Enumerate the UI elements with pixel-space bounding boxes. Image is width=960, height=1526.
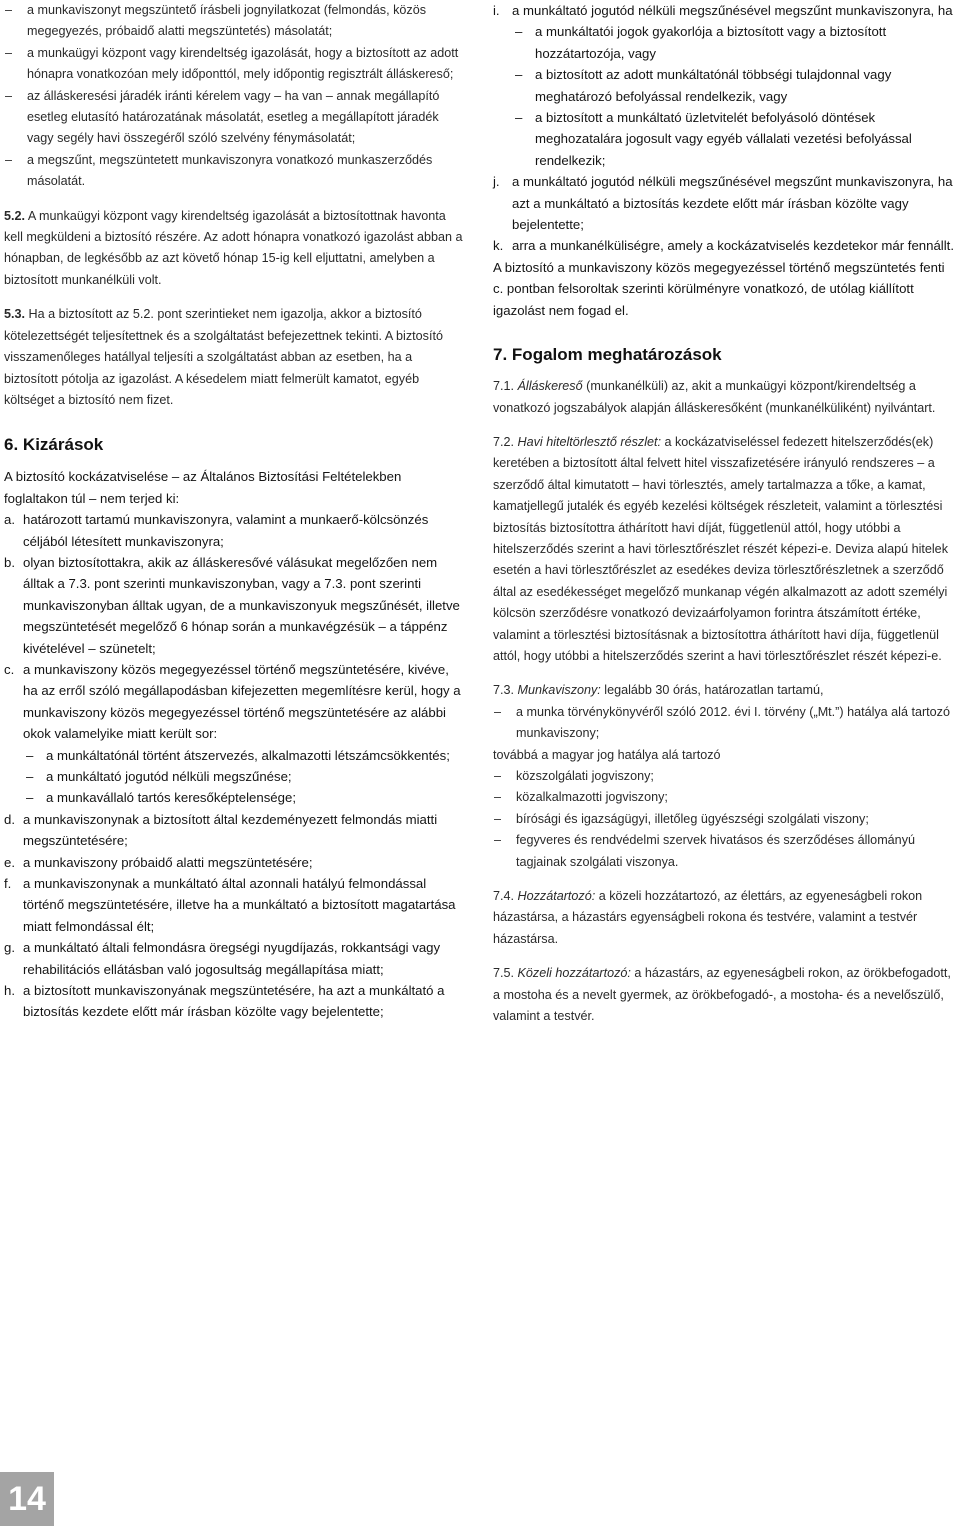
left-column [4,0,467,1023]
list-item: – fegyveres és rendvédelmi szervek hivatásos és szerződéses állományú tagjainak szolgálati viszonya. [493,830,956,873]
list-item [493,0,956,171]
sub-list-item: – a munkáltatói jogok gyakorlója a biztosított vagy a biztosított hozzátartozója, vagy [512,21,956,64]
sub-list [512,21,956,171]
paragraph-number: 7.1. [493,379,515,394]
defined-term: Munkaviszony: [517,683,601,698]
item-text: a munkáltató jogutód nélküli megszűnésével megszűnt munkaviszonyra, ha azt a munkáltató a biztosítás kezdete előtt már írásban közölte vagy bejelentette; [512,174,953,233]
page-number: 14 [0,1472,54,1526]
paragraph-number: 5.2. [4,208,26,223]
list-item [4,873,467,937]
item-marker: d. [4,811,15,827]
required-documents-list [4,0,467,193]
list-item [4,552,467,659]
item-text: a biztosított munkaviszonyának megszüntetésére, ha azt a munkáltató a biztosítás kezdete előtt már írásban közölte vagy bejelentette; [23,983,445,1020]
closing-paragraph: A biztosító a munkaviszony közös megegyezéssel történő megszüntetés fenti c. pontban felsoroltak szerinti körülményre vonatkozó, de utólag kiállított igazolást nem fogad el. [493,259,945,318]
defined-term: Havi hiteltörlesztő részlet: [517,434,661,449]
list-item: – közszolgálati jogviszony; [493,766,956,787]
item-marker: a. [4,512,15,528]
definition-text: a közeli hozzátartozó, az élettárs, az egyeneságbeli rokon házastársa, a házastárs egyenságbeli rokona és testvére, valamint a testvér házastársa. [493,889,923,946]
definition-7-5 [493,963,956,1027]
sub-list-item: – a munkáltató jogutód nélküli megszűnése; [23,766,467,787]
list-item [4,659,467,809]
definition-text: legalább 30 órás, határozatlan tartamú, [600,683,824,698]
item-marker: c. [4,661,15,677]
item-text: olyan biztosítottakra, akik az álláskeresővé válásukat megelőzően nem álltak a 7.3. pont szerinti munkaviszonyban, vagy a 7.3. pont szerinti munkaviszonyban álltak ugyan, de a munkaviszonyuk megszűnését, illetve megszüntetését megelőző 6 hónap során a munkavégzésük – a táppénz kivételével – szünetelt; [23,554,460,656]
sub-list-item: – a munkavállaló tartós keresőképtelensége; [23,787,467,808]
exclusions-list-continued [493,0,956,257]
paragraph-5-2 [4,206,467,292]
item-text: a munkaviszonynak a munkáltató által azonnali hatályú felmondással történő megszüntetésére, illetve ha a munkáltató a biztosított magatartása miatt felmondással élt; [23,876,456,934]
item-marker: e. [4,854,15,870]
list-item [4,509,467,552]
paragraph-text: Ha a biztosított az 5.2. pont szerintieket nem igazolja, akkor a biztosító kötelezettségét teljesítettnek és a szolgáltatást befejezettnek tekinti. A biztosító visszamenőleges hatállyal teljesíti a szolgáltatást abban az esetben, ha a biztosított pótolja az igazolást. A késedelem miatt felmerült kamatot, egyéb költséget a biztosító nem fizet. [4,307,443,407]
definition-text: (munkanélküli) az, akit a munkaügyi központ/kirendeltség a vonatkozó jogszabályok alapján álláskeresőként (munkanélküliként) nyilvántart. [493,379,936,415]
item-text: a munkaviszony próbaidő alatti megszüntetésére; [23,854,313,870]
definition-7-4 [493,886,956,950]
section-number: 6. [4,435,19,455]
list-item: – a munkaviszonyt megszüntető írásbeli jognyilatkozat (felmondás, közös megegyezés, próbaidő alatti megszüntetés) másolatát; [4,0,467,43]
list-item: – az álláskeresési járadék iránti kérelem vagy – ha van – annak megállapító esetleg elutasító határozatának másolatát, esetleg a megállapított járadék vagy segély havi összegéről szóló szelvény fénymásolatát; [4,86,467,150]
sub-list-item: – a munkáltatónál történt átszervezés, alkalmazotti létszámcsökkentés; [23,745,467,766]
paragraph-5-3 [4,304,467,411]
list-item [4,852,467,873]
list-item [4,980,467,1023]
list-item [4,937,467,980]
definition-7-1 [493,376,956,419]
section-7-heading [493,343,956,367]
defined-term: Közeli hozzátartozó: [517,966,631,981]
paragraph-number: 7.5. [493,966,515,981]
item-text: arra a munkanélküliségre, amely a kockázatviselés kezdetekor már fennállt. [512,238,954,254]
list-item: – bírósági és igazságügyi, illetőleg ügyészségi szolgálati viszony; [493,809,956,830]
legal-relationships-list [493,766,956,873]
sub-list-item: – a biztosított a munkáltató üzletvitelét befolyásoló döntések meghozatalára jogosult vagy egyéb vállalati vezetési befolyással rendelkezik; [512,107,956,171]
paragraph-number: 7.4. [493,889,515,904]
item-marker: g. [4,940,15,956]
sub-list [23,745,467,809]
item-text: a munkaviszonynak a biztosított által kezdeményezett felmondás miatti megszüntetésére; [23,811,438,849]
sub-list-item: – a biztosított az adott munkáltatónál többségi tulajdonnal vagy meghatározó befolyással rendelkezik, vagy [512,64,956,107]
paragraph-number: 7.3. [493,683,515,698]
list-item: – a megszűnt, megszüntetett munkaviszonyra vonatkozó munkaszerződés másolatát. [4,150,467,193]
section-title: Fogalom meghatározások [511,345,722,365]
exclusions-list [4,509,467,1023]
employment-types-list [493,702,956,745]
item-marker: k. [493,238,504,254]
definition-text: a házastárs, az egyeneságbeli rokon, az örökbefogadott, a mostoha és a nevelt gyermek, az örökbefogadó-, a mostoha- és a nevelőszülő, valamint a testvér. [493,966,951,1024]
definition-7-3 [493,680,956,701]
item-marker: f. [4,876,12,892]
definition-7-2 [493,432,956,667]
right-column [493,0,956,1027]
definition-text: a kockázatviseléssel fedezett hitelszerződés(ek) keretében a biztosított által felvett hitel visszafizetésére irányuló rendszeres – a szerződő által kimutatott – havi törlesztés, amely tartalmazza a tőke, a kamat, kamatjellegű jutalék és egyéb kezelési költségek részleteit, valamint a törlesztési biztosítás biztosítottra áthárított havi díját, függetlenül attól, hogy utóbbi a hitelszerződés szerint a havi törlesztőrészlet részét képezi-e. Deviza alapú hitelek esetén a havi törlesztőrészlet az esedékes deviza törlesztőrészletnek a szerződő által az esedékességet megelőző munkanap végén alkalmazott az adott személyi kölcsön szerződésre vonatkozó devizaárfolyamon forintra átszámított értéke, valamint a törlesztési biztosításnak a biztosítottra áthárított havi díja, függetlenül attól, hogy utóbbi a hitelszerződés szerint a havi törlesztőrészlet részét képezi-e. [493,434,948,663]
item-text: a munkáltató általi felmondásra öregségi nyugdíjazás, rokkantsági vagy rehabilitációs ellátásban való jogosultság megállapítása miatt; [23,940,441,977]
item-marker: j. [493,174,500,190]
list-item [4,809,467,852]
list-item: – a munka törvénykönyvéről szóló 2012. évi I. törvény („Mt.”) hatálya alá tartozó munkaviszony; [493,702,956,745]
defined-term: Hozzátartozó: [517,889,596,904]
section-6-heading [4,433,467,457]
item-text: a munkaviszony közös megegyezéssel történő megszüntetésére, kivéve, ha az erről szóló megállapodásban kifejezetten megemlítésre kerül, hogy a munkaviszony közös megegyezéssel történő megszüntetésére az alábbi okok valamelyike miatt került sor: [23,661,461,742]
definition-7-3-continuation: továbbá a magyar jog hatálya alá tartozó [493,747,721,762]
defined-term: Álláskereső [517,379,583,394]
paragraph-number: 7.2. [493,434,515,449]
section-6-intro: A biztosító kockázatviselése – az Általános Biztosítási Feltételekben foglaltakon túl – nem terjed ki: [4,469,402,506]
item-text: a munkáltató jogutód nélküli megszűnésével megszűnt munkaviszonyra, ha [512,3,953,18]
list-item: – közalkalmazotti jogviszony; [493,787,956,808]
list-item [493,235,956,256]
section-title: Kizárások [22,435,104,455]
list-item: – a munkaügyi központ vagy kirendeltség igazolását, hogy a biztosított az adott hónapra vonatkozóan mely időponttól, mely időpontig regisztrált álláskereső; [4,43,467,86]
item-marker: h. [4,983,15,999]
paragraph-text: A munkaügyi központ vagy kirendeltség igazolását a biztosítottnak havonta kell megküldeni a biztosító részére. Az adott hónapra vonatkozó igazolást abban a hónapban, de legkésőbb az azt követő hónap 15-ig kell eljuttatni, amelyben a biztosított munkanélküli volt. [4,208,463,287]
list-item [493,171,956,235]
section-number: 7. [493,345,508,365]
item-text: határozott tartamú munkaviszonyra, valamint a munkaerő-kölcsönzés céljából létesített munkaviszonyra; [23,512,429,549]
item-marker: i. [493,3,500,18]
item-marker: b. [4,554,15,570]
paragraph-number: 5.3. [4,307,26,322]
